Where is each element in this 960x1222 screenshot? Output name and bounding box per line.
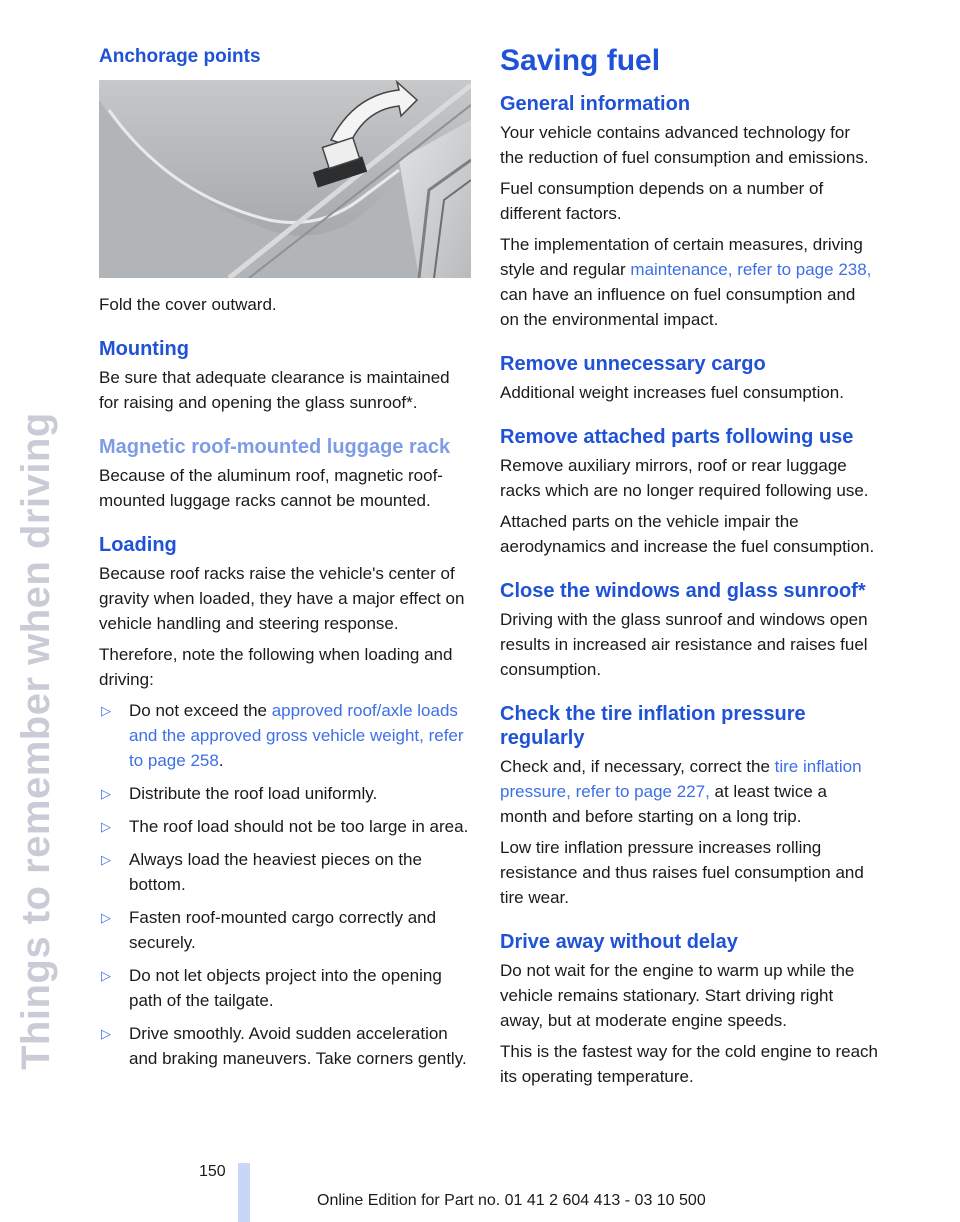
triangle-bullet-icon: ▷ bbox=[101, 968, 111, 983]
list-item bbox=[99, 847, 473, 897]
roof-figure bbox=[99, 80, 471, 278]
roof-illustration bbox=[99, 80, 471, 278]
tire-inflation-link[interactable]: tire inflation pressure, refer to page 227, bbox=[500, 757, 862, 801]
bullet-text: Fasten roof-mounted cargo correctly and securely. bbox=[129, 908, 437, 952]
loading-text-1: Because roof racks raise the vehicle's center of gravity when loaded, they have a major effect on vehicle handling and steering response. bbox=[99, 564, 465, 633]
loading-heading: Loading bbox=[99, 534, 177, 556]
attached-parts-text-1: Remove auxiliary mirrors, roof or rear luggage racks which are no longer required following use. bbox=[500, 456, 869, 500]
triangle-bullet-icon: ▷ bbox=[101, 786, 111, 801]
list-item bbox=[99, 698, 473, 773]
side-tab bbox=[0, 40, 80, 1080]
general-text-3 bbox=[500, 232, 878, 332]
figure-caption: Fold the cover outward. bbox=[99, 295, 277, 314]
loading-list bbox=[99, 698, 473, 1071]
tire-text-start: Check and, if necessary, correct the bbox=[500, 757, 775, 776]
general-text-3-end: can have an influence on fuel consumption and on the environmental impact. bbox=[500, 285, 856, 329]
roof-axle-loads-link[interactable]: approved roof/axle loads and the approved gross vehicle weight, refer to page 258 bbox=[129, 701, 464, 770]
list-item bbox=[99, 905, 473, 955]
list-item bbox=[99, 781, 473, 806]
mounting-heading: Mounting bbox=[99, 338, 189, 360]
bullet-text: Do not exceed the bbox=[129, 701, 272, 720]
magnetic-rack-heading: Magnetic roof-mounted luggage rack bbox=[99, 436, 451, 458]
left-column bbox=[99, 40, 473, 1079]
tire-text-end: at least twice a month and before starting on a long trip. bbox=[500, 782, 827, 826]
side-tab-label: Things to remember when driving bbox=[14, 412, 58, 1070]
anchorage-heading: Anchorage points bbox=[99, 46, 261, 67]
cargo-text: Additional weight increases fuel consumption. bbox=[500, 383, 844, 402]
bullet-text-end: . bbox=[218, 751, 224, 770]
bullet-text: The roof load should not be too large in area. bbox=[129, 817, 469, 836]
list-item bbox=[99, 963, 473, 1013]
triangle-bullet-icon: ▷ bbox=[101, 910, 111, 925]
page-number: 150 bbox=[199, 1163, 226, 1180]
general-text-1: Your vehicle contains advanced technology for the reduction of fuel consumption and emissions. bbox=[500, 123, 869, 167]
general-heading: General information bbox=[500, 93, 691, 115]
bullet-text: Drive smoothly. Avoid sudden acceleration and braking maneuvers. Take corners gently. bbox=[129, 1024, 467, 1068]
bullet-text: Always load the heaviest pieces on the bottom. bbox=[129, 850, 422, 894]
right-column bbox=[500, 40, 878, 1095]
list-item bbox=[99, 814, 473, 839]
bullet-text: Distribute the roof load uniformly. bbox=[129, 784, 378, 803]
triangle-bullet-icon: ▷ bbox=[101, 1026, 111, 1041]
general-text-2: Fuel consumption depends on a number of different factors. bbox=[500, 179, 824, 223]
windows-text: Driving with the glass sunroof and windows open results in increased air resistance and raises fuel consumption. bbox=[500, 610, 868, 679]
attached-parts-heading: Remove attached parts following use bbox=[500, 426, 854, 448]
tire-pressure-text-2: Low tire inflation pressure increases rolling resistance and thus raises fuel consumption and tire wear. bbox=[500, 838, 864, 907]
attached-parts-text-2: Attached parts on the vehicle impair the aerodynamics and increase the fuel consumption. bbox=[500, 512, 875, 556]
mounting-text: Be sure that adequate clearance is maintained for raising and opening the glass sunroof*. bbox=[99, 368, 450, 412]
edition-text: Online Edition for Part no. 01 41 2 604 413 - 03 10 500 bbox=[317, 1192, 706, 1209]
triangle-bullet-icon: ▷ bbox=[101, 703, 111, 718]
drive-away-heading: Drive away without delay bbox=[500, 931, 738, 953]
drive-away-text-2: This is the fastest way for the cold engine to reach its operating temperature. bbox=[500, 1042, 878, 1086]
triangle-bullet-icon: ▷ bbox=[101, 819, 111, 834]
maintenance-link[interactable]: maintenance, refer to page 238, bbox=[630, 260, 872, 279]
loading-text-2: Therefore, note the following when loading and driving: bbox=[99, 645, 453, 689]
magnetic-rack-text: Because of the aluminum roof, magnetic roof-mounted luggage racks cannot be mounted. bbox=[99, 466, 443, 510]
section-title: Saving fuel bbox=[500, 44, 661, 77]
drive-away-text-1: Do not wait for the engine to warm up while the vehicle remains stationary. Start driving right away, but at moderate engine speeds. bbox=[500, 961, 855, 1030]
footer-bar bbox=[238, 1163, 250, 1222]
tire-pressure-text-1 bbox=[500, 754, 878, 829]
general-text-3-start: The implementation of certain measures, driving style and regular bbox=[500, 235, 863, 279]
bullet-text: Do not let objects project into the opening path of the tailgate. bbox=[129, 966, 442, 1010]
tire-pressure-heading: Check the tire inflation pressure regularly bbox=[500, 703, 806, 749]
cargo-heading: Remove unnecessary cargo bbox=[500, 353, 766, 375]
windows-heading: Close the windows and glass sunroof* bbox=[500, 580, 866, 602]
triangle-bullet-icon: ▷ bbox=[101, 852, 111, 867]
list-item bbox=[99, 1021, 473, 1071]
